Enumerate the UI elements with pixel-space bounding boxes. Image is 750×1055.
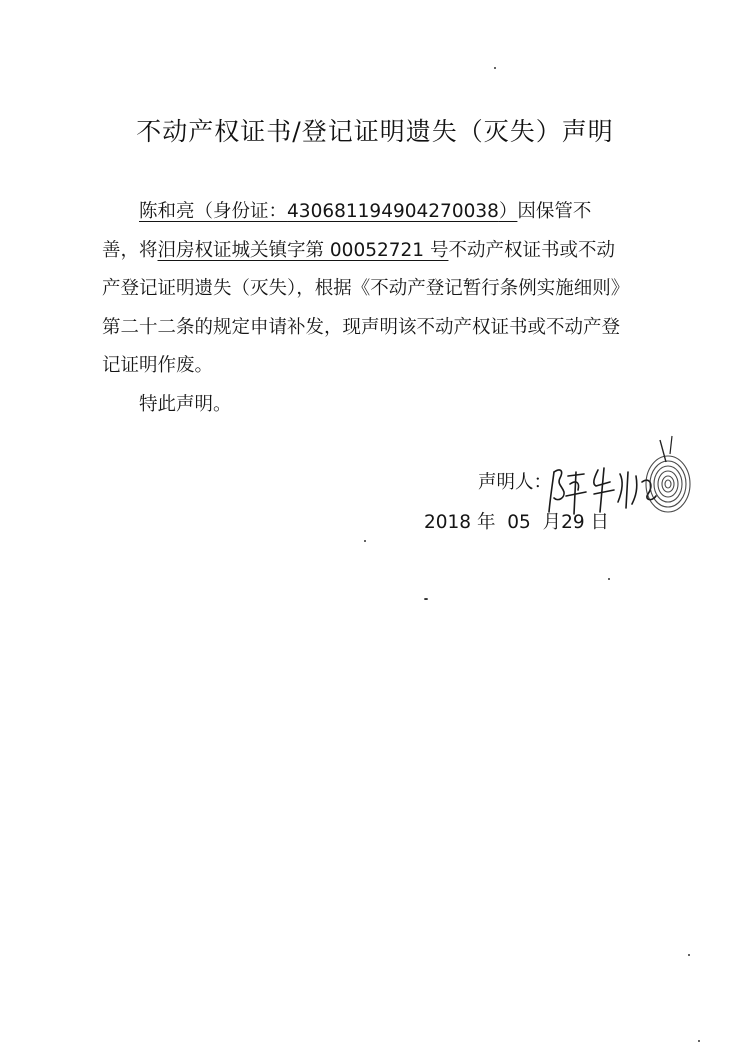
scan-speck	[494, 67, 496, 69]
declaration-paragraph	[102, 193, 628, 386]
date-month: 05	[507, 512, 531, 533]
closing-statement: 特此声明。	[139, 393, 232, 415]
certificate-number: 汨房权证城关镇字第 00052721 号	[157, 239, 449, 261]
scan-speck	[364, 540, 366, 542]
scan-speck	[698, 1040, 700, 1042]
id-label: （身份证：	[194, 201, 288, 222]
handwritten-signature-icon	[540, 432, 700, 527]
id-close: ）	[498, 201, 518, 222]
document-title: 不动产权证书/登记证明遗失（灭失）声明	[136, 117, 614, 146]
date-month-unit: 月	[542, 512, 562, 533]
scan-speck	[688, 954, 690, 956]
id-number: 430681194904270038	[287, 201, 499, 222]
scan-speck	[424, 598, 428, 600]
declarant-name: 陈和亮	[139, 201, 195, 222]
scan-speck	[608, 578, 610, 580]
date-year: 2018	[424, 512, 472, 533]
declaration-text-2: 不动产权证书或不动产登记证明遗失（灭失），根据《不动产登记暂行条例实施细则》第二十二条的规定申请补发，现声明该不动产权证书或不动产登记证明作废。	[102, 239, 621, 376]
declarant-identity	[139, 201, 517, 222]
declaration-body	[102, 193, 628, 424]
date-day-unit: 日	[590, 512, 610, 533]
date-day: 29	[561, 512, 585, 533]
date-year-unit: 年	[476, 512, 496, 533]
declarant-label: 声明人：	[478, 472, 553, 493]
declaration-text-1: 因保管不善，将	[102, 201, 592, 261]
